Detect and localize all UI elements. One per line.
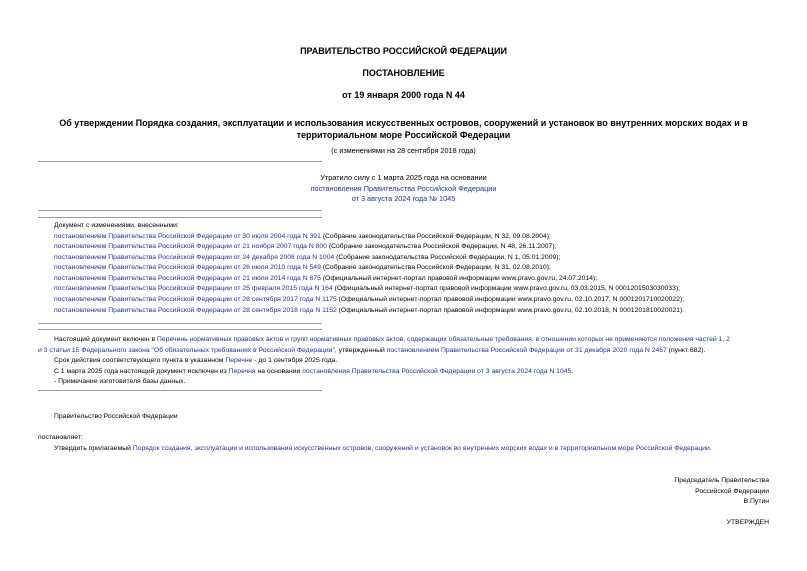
signature-role-1: Председатель Правительства: [674, 477, 769, 484]
change-item: [54, 232, 684, 243]
change-source: (Официальный интернет-портал правовой информации www.pravo.gov.ru, 03.03.2015, N 0001201503030033);: [332, 285, 680, 293]
change-decree-link[interactable]: постановлением Правительства Российской Федерации от 21 ноября 2007 года N 800: [54, 243, 327, 251]
document-date: от 19 января 2000 года N 44: [342, 90, 465, 100]
change-item: [54, 306, 684, 317]
changes-heading: Документ с изменениями, внесенными:: [54, 222, 179, 229]
change-decree-link[interactable]: постановлением Правительства Российской Федерации от 25 февраля 2015 года N 164: [54, 285, 333, 293]
note-paragraph-1: [54, 335, 730, 346]
change-source: (Собрание законодательства Российской Федерации, N 32, 09.08.2004);: [320, 232, 551, 240]
repeal-link-2[interactable]: от 3 августа 2024 года № 1045: [351, 194, 456, 203]
note-paragraph-2: [38, 346, 705, 357]
change-source: (Собрание законодательства Российской Федерации, N 1, 05.01.2009);: [334, 253, 561, 261]
note-text: (пункт 682).: [666, 346, 706, 354]
divider: [38, 329, 322, 330]
repeal-text: Утратило силу с 1 марта 2025 года на основании: [320, 173, 487, 182]
decree-1045-link[interactable]: постановления Правительства Российской Федерации от 3 августа 2024 года N 1045: [302, 367, 572, 375]
body-government: Правительство Российской Федерации: [54, 413, 178, 420]
change-decree-link[interactable]: постановлением Правительства Российской Федерации от 30 июля 2004 года N 391: [54, 232, 321, 240]
document-title-line-1: Об утверждении Порядка создания, эксплуатации и использования искусственных островов, сооружений и установок во внутренних морских водах и в: [59, 118, 748, 128]
divider: [38, 323, 322, 324]
change-source: (Собрание законодательства Российской Федерации, N 31, 02.08.2010);: [320, 264, 551, 272]
change-item: [54, 295, 684, 306]
divider: [38, 390, 322, 391]
document-type: ПОСТАНОВЛЕНИЕ: [362, 68, 445, 78]
divider: [38, 217, 322, 218]
note-paragraph-3: [54, 356, 337, 367]
change-item: [54, 284, 684, 295]
change-source: (Официальный интернет-портал правовой информации www.pravo.gov.ru, 24.07.2014);: [320, 274, 598, 282]
change-source: (Официальный интернет-портал правовой информации www.pravo.gov.ru, 02.10.2017, N 0001201710020022);: [336, 296, 685, 304]
government-heading: ПРАВИТЕЛЬСТВО РОССИЙСКОЙ ФЕДЕРАЦИИ: [300, 46, 507, 56]
note-text: на основании: [255, 367, 303, 375]
note-text: .: [571, 367, 574, 375]
note-text: - до 1 сентября 2025 года.: [252, 357, 338, 364]
note-paragraph-4: [54, 367, 573, 378]
divider: [38, 210, 322, 211]
repeal-link-1[interactable]: постановления Правительства Российской Федерации: [310, 183, 497, 193]
perechen-short-link[interactable]: Перечне: [225, 357, 253, 364]
body-approve: [54, 444, 712, 455]
change-source: (Собрание законодательства Российской Федерации, N 48, 26.11.2007);: [326, 243, 557, 251]
revision-note: (с изменениями на 28 сентября 2018 года): [331, 146, 476, 155]
approve-text: .: [709, 445, 712, 452]
note-text: Срок действия соответствующего пункта в указанном: [54, 357, 226, 364]
approved-stamp: УТВЕРЖДЕН: [726, 519, 769, 526]
note-paragraph-5: - Примечание изготовителя базы данных.: [54, 378, 186, 385]
change-decree-link[interactable]: постановлением Правительства Российской Федерации от 28 сентября 2018 года N 1152: [54, 306, 337, 314]
body-decree: постановляет:: [38, 434, 83, 441]
change-source: (Официальный интернет-портал правовой информации www.pravo.gov.ru, 02.10.2018, N 0001201810020021).: [336, 306, 685, 314]
document-title-line-2: территориальном море Российской Федерации: [296, 130, 511, 140]
note-text: С 1 марта 2025 года настоящий документ исключен из: [54, 367, 229, 375]
change-decree-link[interactable]: постановлением Правительства Российской Федерации от 28 сентября 2017 года N 1175: [54, 296, 337, 304]
perechnya-link[interactable]: Перечня: [228, 367, 256, 375]
repeal-notice: [0, 173, 807, 205]
changes-list: [54, 232, 684, 317]
change-decree-link[interactable]: постановлением Правительства Российской Федерации от 26 июля 2010 года N 549: [54, 264, 321, 272]
change-item: [54, 274, 684, 285]
change-item: [54, 242, 684, 253]
note-text: , утвержденный: [334, 346, 387, 354]
change-item: [54, 263, 684, 274]
change-item: [54, 253, 684, 264]
note-text: Настоящий документ включен в: [54, 336, 158, 343]
poryadok-link[interactable]: Порядок создания, эксплуатации и использования искусственных островов, сооружений и установок во внутренних морских водах и в территориальном море Российской Федерации: [132, 445, 710, 452]
divider: [38, 161, 322, 162]
change-decree-link[interactable]: постановлением Правительства Российской Федерации от 21 июля 2014 года N 675: [54, 274, 321, 282]
signature-block: [674, 476, 769, 508]
signature-role-2: Российской Федерации: [695, 487, 769, 495]
federal-law-link[interactable]: и 3 статьи 15 Федерального закона "Об обязательных требованиях в Российской Федерации": [38, 346, 335, 354]
perechen-link[interactable]: Перечень нормативных правовых актов и групп нормативных правовых актов, содержащих обязательные требования, в отношении которых не применяются положения частей 1, 2: [157, 336, 730, 343]
change-decree-link[interactable]: постановлением Правительства Российской Федерации от 24 декабря 2008 года N 1004: [54, 253, 335, 261]
document-title: [0, 117, 807, 141]
approve-text: Утвердить прилагаемый: [54, 445, 133, 452]
decree-2467-link[interactable]: постановлением Правительства Российской Федерации от 31 декабря 2020 года N 2467: [386, 346, 667, 354]
signature-name: В.Путин: [743, 498, 769, 506]
